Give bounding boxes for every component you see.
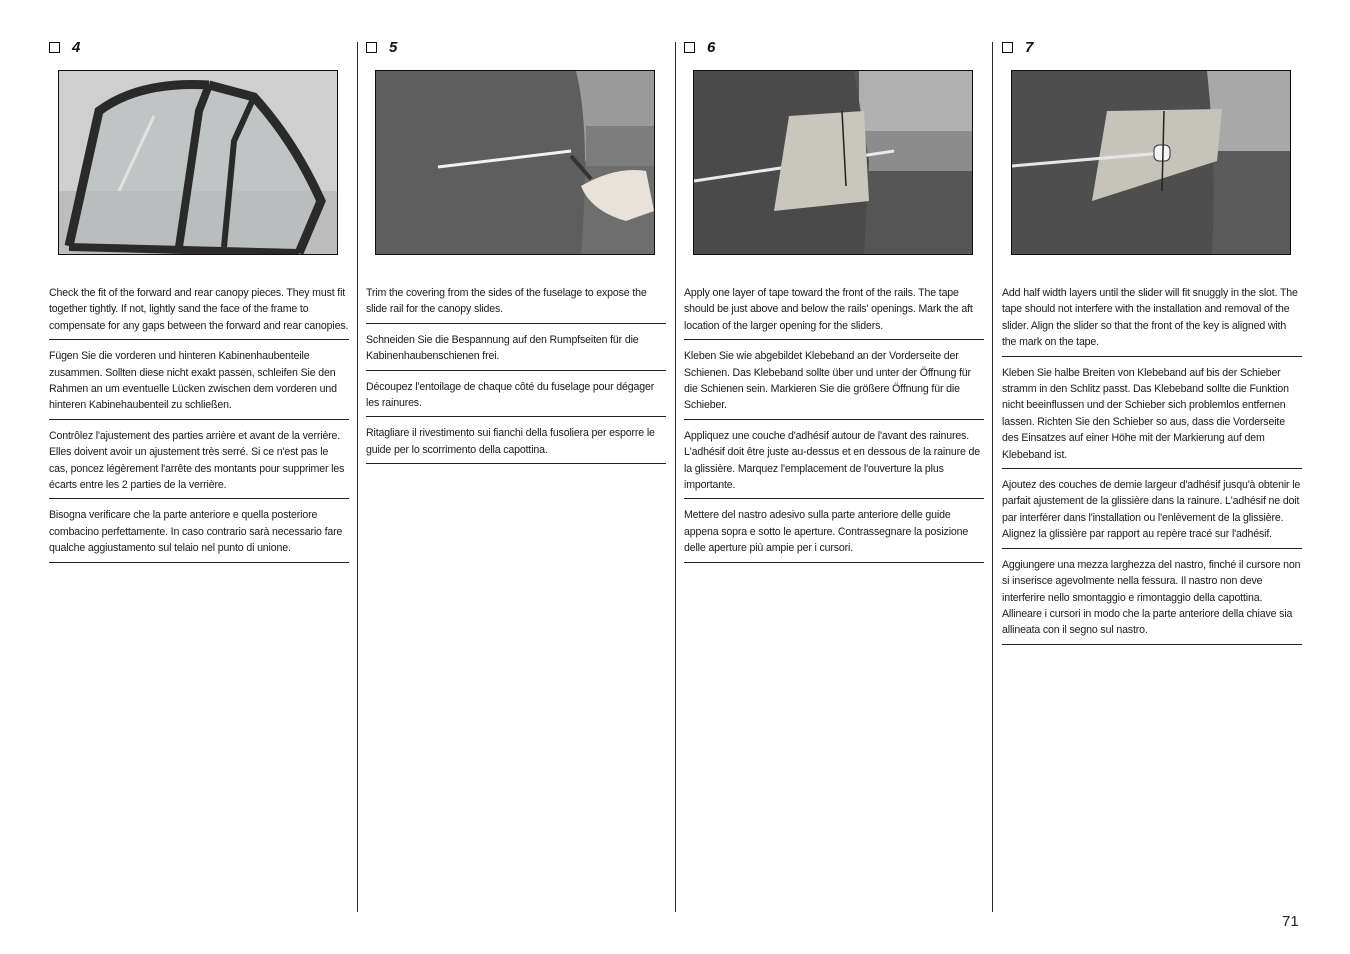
step-6-column <box>684 36 984 569</box>
text-italian: Ritagliare il rivestimento sui fianchi della fusoliera per esporre le guide per lo scorrimento della capottina. <box>366 423 666 464</box>
text-italian: Mettere del nastro adesivo sulla parte anteriore delle guide appena sopra e sotto le aperture. Contrassegnare la posizione delle aperture più ampie per i cursori. <box>684 505 984 562</box>
text-german: Kleben Sie halbe Breiten von Klebeband auf bis der Schieber stramm in den Schlitz passt. Das Klebeband sollte die Funktion nicht beeinflussen und der Schieber sich problemlos entfernen lassen. Richten Sie den Schieber so aus, dass die Vorderseite des Einsatzes auf einer Höhe mit der Markierung auf dem Klebeband ist. <box>1002 363 1302 469</box>
checkbox-icon[interactable] <box>684 42 695 53</box>
step-header <box>49 36 349 58</box>
step-number: 5 <box>389 38 398 56</box>
instruction-text <box>684 283 984 563</box>
checkbox-icon[interactable] <box>1002 42 1013 53</box>
text-english: Check the fit of the forward and rear canopy pieces. They must fit together tightly. If not, lightly sand the face of the frame to compensate for any gaps between the forward and rear canopies. <box>49 283 349 340</box>
text-french: Contrôlez l'ajustement des parties arrière et avant de la verrière. Elles doivent avoir un ajustement très serré. Si ce n'est pas le cas, poncez légèrement l'arrête des montants pour supprimer les écarts entre les 2 parties de la verrière. <box>49 426 349 500</box>
checkbox-icon[interactable] <box>49 42 60 53</box>
step-header <box>684 36 984 58</box>
text-english: Apply one layer of tape toward the front of the rails. The tape should be just above and below the rails' openings. Mark the aft location of the larger opening for the sliders. <box>684 283 984 340</box>
text-french: Appliquez une couche d'adhésif autour de l'avant des rainures. L'adhésif doit être juste au-dessus et en dessous de la rainure de la glissière. Marquez l'emplacement de l'ouverture la plus importante. <box>684 426 984 500</box>
step-7-column <box>1002 36 1302 651</box>
text-italian: Aggiungere una mezza larghezza del nastro, finché il cursore non si inserisce agevolmente nella fessura. Il nastro non deve interferire nello smontaggio e rimontaggio della capottina. Allineare i cursori in modo che la parte anteriore della chiave sia allineata con il segno sul nastro. <box>1002 555 1302 645</box>
text-german: Kleben Sie wie abgebildet Klebeband an der Vorderseite der Schienen. Das Klebeband sollte über und unter der Öffnung für die Schienen sein. Markieren Sie die größere Öffnung für die Schieber. <box>684 346 984 420</box>
step-4-column <box>49 36 349 569</box>
step-5-column <box>366 36 666 470</box>
text-italian: Bisogna verificare che la parte anteriore e quella posteriore combacino perfettamente. In caso contrario sarà necessario fare qualche aggiustamento sul telaio nel punto di unione. <box>49 505 349 562</box>
column-divider <box>992 42 993 912</box>
column-divider <box>357 42 358 912</box>
step-header <box>1002 36 1302 58</box>
text-german: Fügen Sie die vorderen und hinteren Kabinenhaubenteile zusammen. Sollten diese nicht exakt passen, schleifen Sie den Rahmen an um eventuelle Lücken zwischen dem vorderen und hinteren Kabinehaubenteil zu schließen. <box>49 346 349 420</box>
canopy-photo <box>58 70 338 255</box>
step-number: 6 <box>707 38 716 56</box>
fuselage-trim-photo <box>375 70 655 255</box>
column-divider <box>675 42 676 912</box>
page-number: 71 <box>1282 913 1299 930</box>
step-number: 7 <box>1025 38 1034 56</box>
text-french: Ajoutez des couches de demie largeur d'adhésif jusqu'à obtenir le parfait ajustement de la glissière dans la rainure. L'adhésif ne doit par interférer dans l'installation ou l'enlèvement de la glissière. Alignez la glissière par rapport au repère tracé sur l'adhésif. <box>1002 475 1302 549</box>
text-english: Add half width layers until the slider will fit snuggly in the slot. The tape should not interfere with the installation and removal of the slider. Align the slider so that the front of the key is aligned with the mark on the tape. <box>1002 283 1302 357</box>
text-french: Découpez l'entoilage de chaque côté du fuselage pour dégager les rainures. <box>366 377 666 418</box>
step-number: 4 <box>72 38 81 56</box>
tape-rail-photo <box>693 70 973 255</box>
instruction-text <box>49 283 349 563</box>
text-english: Trim the covering from the sides of the fuselage to expose the slide rail for the canopy slides. <box>366 283 666 324</box>
instruction-text <box>366 283 666 464</box>
step-header <box>366 36 666 58</box>
slider-fit-photo <box>1011 70 1291 255</box>
checkbox-icon[interactable] <box>366 42 377 53</box>
text-german: Schneiden Sie die Bespannung auf den Rumpfseiten für die Kabinenhaubenschienen frei. <box>366 330 666 371</box>
instruction-text <box>1002 283 1302 645</box>
